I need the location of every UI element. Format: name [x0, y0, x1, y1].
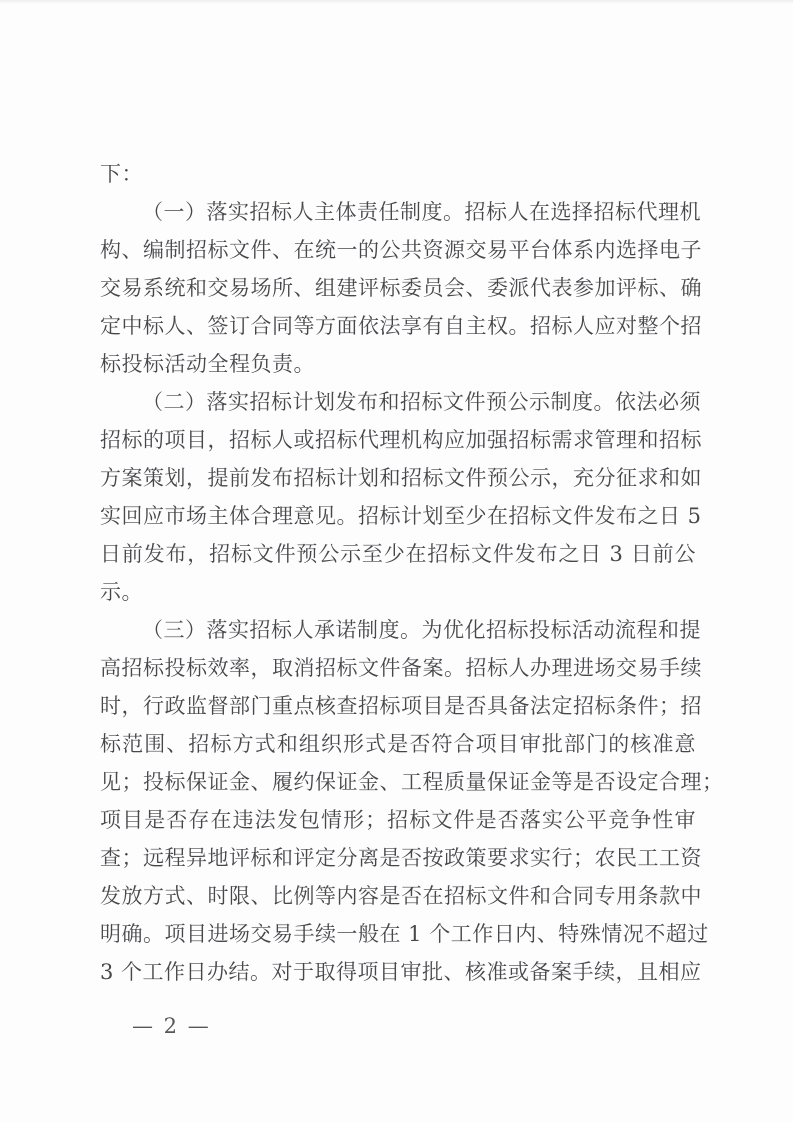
paragraph-2	[100, 383, 702, 611]
scan-edge-artifact	[0, 0, 793, 4]
text-line: 方案策划，提前发布招标计划和招标文件预公示，充分征求和如	[100, 466, 702, 490]
text-line: 发放方式、时限、比例等内容是否在招标文件和合同专用条款中	[100, 884, 702, 908]
text-line: 见；投标保证金、履约保证金、工程质量保证金等是否设定合理；	[100, 770, 724, 794]
text-line: 实回应市场主体合理意见。招标计划至少在招标文件发布之日 5	[100, 504, 702, 528]
text-line: （一）落实招标人主体责任制度。招标人在选择招标代理机	[142, 200, 701, 224]
paragraph-3	[100, 611, 724, 991]
text-line: 项目是否存在违法发包情形；招标文件是否落实公平竞争性审	[100, 808, 696, 832]
text-line: 标投标活动全程负责。	[100, 352, 315, 376]
text-line: 时，行政监督部门重点核查招标项目是否具备法定招标条件；招	[100, 694, 702, 718]
text-line: 招标的项目，招标人或招标代理机构应加强招标需求管理和招标	[100, 428, 702, 452]
intro-line: 下：	[100, 162, 143, 186]
text-line: 定中标人、签订合同等方面依法享有自主权。招标人应对整个招	[100, 314, 702, 338]
text-line: 标范围、招标方式和组织形式是否符合项目审批部门的核准意	[100, 732, 696, 756]
text-line: 构、编制招标文件、在统一的公共资源交易平台体系内选择电子	[100, 238, 702, 262]
text-line: 示。	[100, 580, 143, 604]
document-body	[100, 155, 724, 991]
text-line: 明确。项目进场交易手续一般在 1 个工作日内、特殊情况不超过	[100, 922, 709, 946]
paragraph-1	[100, 193, 702, 383]
text-line: 交易系统和交易场所、组建评标委员会、委派代表参加评标、确	[100, 276, 702, 300]
text-line: 高招标投标效率，取消招标文件备案。招标人办理进场交易手续	[100, 656, 702, 680]
text-line: 3 个工作日办结。对于取得项目审批、核准或备案手续，且相应	[100, 960, 702, 984]
text-line: 日前发布，招标文件预公示至少在招标文件发布之日 3 日前公	[100, 542, 696, 566]
page-number-footer: — 2 —	[132, 1014, 211, 1038]
text-line: （二）落实招标计划发布和招标文件预公示制度。依法必须	[142, 390, 701, 414]
text-line: （三）落实招标人承诺制度。为优化招标投标活动流程和提	[142, 618, 701, 642]
text-line: 查；远程异地评标和评定分离是否按政策要求实行；农民工工资	[100, 846, 702, 870]
